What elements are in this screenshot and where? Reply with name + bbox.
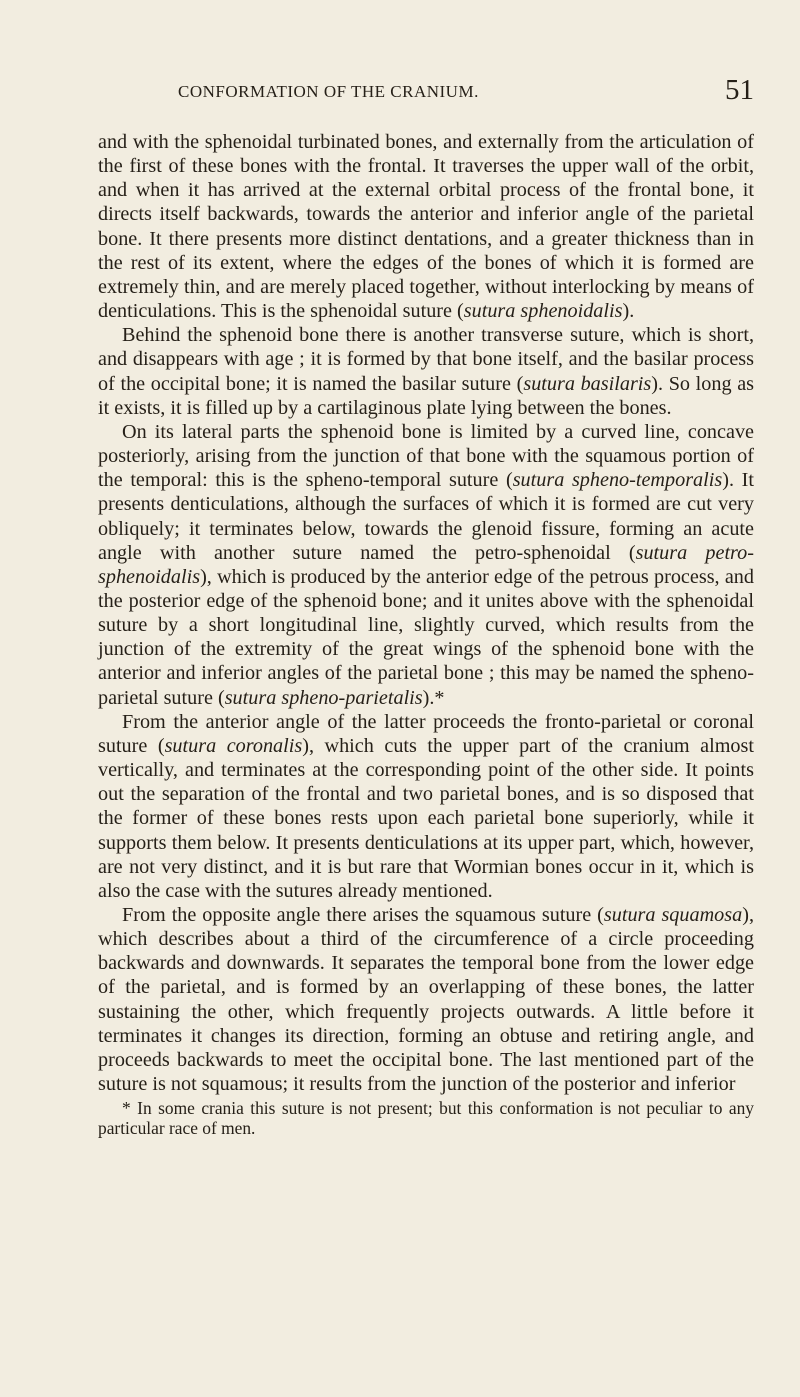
paragraph bbox=[98, 420, 754, 710]
text-run: and with the sphenoidal turbinated bones, and externally from the articulation of the first of these bones with the frontal. It traverses the upper wall of the orbit, and when it has arrived at the external orbital process of the frontal bone, it directs itself backwards, towards the anterior and inferior angle of the parietal bone. It there presents more distinct dentations, and a greater thickness than in the rest of its extent, where the edges of the bones of which it is formed are extremely thin, and are merely placed together, without interlocking by means of denticulations. This is the sphenoidal suture ( bbox=[98, 131, 754, 323]
text-run: On its lateral parts the sphenoid bone is limited by a curved line, concave posteriorly, arising from the junction of that bone with the squamous portion of the temporal: this is the spheno-temporal suture ( bbox=[98, 420, 754, 492]
book-page bbox=[98, 72, 754, 1156]
page-number: 51 bbox=[725, 74, 754, 106]
latin-term: sutura coronalis bbox=[164, 734, 303, 757]
text-run: ), which is produced by the anterior edge of the petrous process, and the posterior edge of the sphenoid bone; and it unites above with the sphenoidal suture by a short longitudinal line, slightly curved, which results from the junction of the extremity of the great wings of the sphenoid bone with the anterior and inferior angles of the parietal bone ; this may be named the spheno-parietal suture ( bbox=[98, 565, 754, 709]
paragraph bbox=[98, 710, 754, 903]
paragraph bbox=[98, 903, 754, 1096]
text-run: From the anterior angle of the latter proceeds the fronto-parietal or coronal suture ( bbox=[98, 710, 754, 757]
text-run: ), which cuts the upper part of the cranium almost vertically, and terminates at the corresponding point of the other side. It points out the separation of the frontal and two parietal bones, and is so disposed that the former of these bones rests upon each parietal bone superiorly, while it supports them below. It presents denticulations at its upper part, which, however, are not very distinct, and it is but rare that Wormian bones occur in it, which is also the case with the sutures already mentioned. bbox=[98, 734, 754, 902]
latin-term: sutura basilaris bbox=[523, 372, 652, 395]
latin-term: sutura squamosa bbox=[603, 904, 743, 926]
paragraph bbox=[98, 323, 754, 420]
text-run: ). bbox=[622, 300, 635, 323]
text-run: ), which describes about a third of the circumference of a circle proceeding backwards and downwards. It separates the temporal bone from the lower edge of the parietal, and is formed by an overlapping of these bones, the latter sustaining the other, which frequently projects outwards. A little before it terminates it changes its direction, forming an obtuse and retiring angle, and proceeds backwards to meet the occipital bone. The last mentioned part of the suture is not squamous; it results from the junction of the posterior and inferior bbox=[98, 904, 754, 1096]
latin-term: sutura petro-sphenoidalis bbox=[98, 541, 754, 588]
text-run: From the opposite angle there arises the squamous suture ( bbox=[122, 904, 604, 926]
text-run: Behind the sphenoid bone there is another transverse suture, which is short, and disappears with age ; it is formed by that bone itself, and the basilar process of the occipital bone; it is named the basilar suture ( bbox=[98, 324, 754, 395]
page-header bbox=[98, 72, 754, 112]
running-head: CONFORMATION OF THE CRANIUM. bbox=[178, 82, 479, 101]
text-run: ). It presents denticulations, although the surfaces of which it is formed are cut very obliquely; it terminates below, towards the glenoid fissure, forming an acute angle with another suture named the petro-sphenoidal ( bbox=[98, 469, 754, 564]
text-run: ).* bbox=[422, 686, 445, 709]
paragraph bbox=[98, 130, 754, 323]
text-run: ). So long as it exists, it is filled up by a cartilaginous plate lying between the bones. bbox=[98, 372, 755, 419]
body-text bbox=[98, 130, 754, 1096]
latin-term: sutura sphenoidalis bbox=[463, 300, 623, 323]
latin-term: sutura spheno-temporalis bbox=[512, 469, 723, 492]
latin-term: sutura spheno-parietalis bbox=[224, 686, 423, 709]
footnote: * In some crania this suture is not present; but this conformation is not peculiar to any particular race of men. bbox=[98, 1098, 754, 1139]
